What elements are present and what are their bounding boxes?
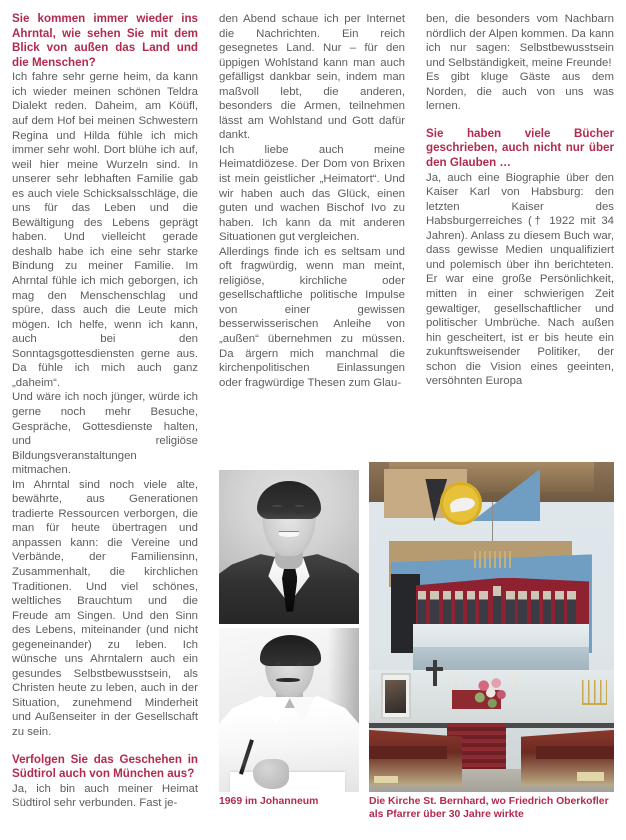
portrait2-eye-left xyxy=(274,662,281,666)
interview-answer: Ja, ich bin auch meiner Heimat Südtirol sehr verbunden. Fast je- xyxy=(12,782,198,810)
church-processional-cross-arm xyxy=(426,667,443,672)
church-candle xyxy=(518,673,520,686)
portrait-smiling-mouth xyxy=(279,532,299,537)
church-apostle-figure xyxy=(506,591,514,624)
interview-answer: den Abend schaue ich per Internet die Nachrichten. Ein reich gesegnetes Land. Nur – für den üppigen Wohlstand kann man auch gefälligst dankbar sein, indem man maßvoll lebt, die anderen, besonders die Armen, teilnehmen lässt am Wohlstand und Gott dafür dankt. xyxy=(219,13,405,142)
interview-answer: Allerdings finde ich es seltsam und oft fragwürdig, wenn man meint, religiöse, kirchliche oder gesellschaftliche politische Impulse von einer gewissen besserwisserischen Anleihe von „außen“ übernehmen zu müssen. Da ärgern mich manchmal die kirchenpolitischen Einlassungen oder fragwürdige Thesen zum Glau- xyxy=(219,245,405,389)
church-apostle-figure xyxy=(430,591,438,624)
caption-church: Die Kirche St. Bernhard, wo Friedrich Oberkofler als Pfarrer über 30 Jahre wirkte xyxy=(369,796,609,820)
church-apostle-figure xyxy=(443,591,451,624)
church-apostle-figure xyxy=(531,591,539,624)
portrait-eye-right xyxy=(296,510,303,514)
church-hymnal-left xyxy=(374,776,399,784)
church-chandelier xyxy=(474,551,513,568)
interview-answer: ben, die besonders vom Nachbarn nördlich der Alpen kommen. Da kann ich nur sagen: Selbstbewusstsein und Selbständigkeit, meine Freunde! xyxy=(426,13,614,69)
interview-answer: Es gibt kluge Gäste aus dem Norden, die auch von uns was lernen. xyxy=(426,71,614,113)
church-apostle-figure xyxy=(467,591,475,624)
interview-question: Verfolgen Sie das Geschehen in Südtirol auch von München aus? xyxy=(12,752,198,781)
church-christ-figure xyxy=(493,586,501,626)
church-apostle-figure xyxy=(455,591,463,624)
church-hymnal-right xyxy=(577,772,604,781)
church-candle xyxy=(452,673,454,686)
church-apostle-figure xyxy=(479,591,487,624)
portrait-man-writing-image xyxy=(219,628,359,792)
church-apostle-figure xyxy=(518,591,526,624)
interview-question: Sie haben viele Bücher geschrieben, auch nicht nur über den Glauben … xyxy=(426,126,614,170)
interview-question: Sie kommen immer wieder ins Ahrntal, wie sehen Sie mit dem Blick von außen das Land und die Menschen? xyxy=(12,12,198,69)
interview-answer: Und wäre ich noch jünger, würde ich gerne noch mehr Besuche, Gespräche, Gottesdienste halten, und religiöse Bildungsveranstaltungen mitmachen. xyxy=(12,391,198,477)
text-column-1 xyxy=(12,12,198,811)
portrait2-hand xyxy=(253,759,289,789)
church-madonna-icon xyxy=(385,680,406,713)
church-interior-image xyxy=(369,462,614,792)
church-pew-right-back xyxy=(536,746,614,759)
portrait2-eye-right xyxy=(296,662,303,666)
church-apostle-figure xyxy=(418,591,426,624)
church-processional-cross-shaft xyxy=(433,660,437,686)
portrait-eye-left xyxy=(274,510,281,514)
church-apostle-figure xyxy=(543,591,551,624)
interview-answer: Ich liebe auch meine Heimatdiözese. Der Dom von Brixen ist mein geistlicher „Heimatort“. Und wir haben auch das Glück, einen guten und wachen Bischof Ivo zu haben. Ich kann da mit anderen Situationen gut vergleichen. xyxy=(219,143,405,244)
interview-answer: Ja, auch eine Biographie über den Kaiser Karl von Habsburg: den letzten Kaiser des Habsburgerreiches († 1922 mit 34 Jahren). Anlass zu diesem Buch war, dass gewisse Medien unqualifiziert und polemisch über ihn berichteten. Er war eine große Persönlichkeit, mitten in einer schwierigen Zeit gewaltiger, gesellschaftlicher und politischer Umbrüche. Nach außen hin gescheitert, ist er bis heute ein zukunftsweisender Politiker, der schon die Vision eines geeinten, versöhnten Europa xyxy=(426,171,614,388)
church-pew-left-back xyxy=(369,746,447,759)
church-seven-branch-candelabrum xyxy=(582,680,607,705)
portrait-young-man-suit-image xyxy=(219,470,359,624)
church-apostle-figure xyxy=(555,591,563,624)
interview-answer: Ich fahre sehr gerne heim, da kann ich wieder meinen schönen Teldra Dialekt reden. Daheim, am Köüfl, auf dem Hof bei meinen Schwestern Regina und Hilda fühle ich mich immer sehr wohl. Dort blühe ich auf, weil hier meine Wurzeln sind. In unserer sehr lebhaften Familie gab es auch viele Schicksalsschläge, die uns für das Leben und die Bewältigung des Lebens geprägt haben. Und vielleicht gerade deshalb habe ich eine sehr starke Bindung zu meiner Familie. Im Ahrntal fühle ich mich geborgen, ich mag den Menschenschlag und spüre, dass auch die Leute mich mögen. Ich helfe, wenn ich kann, auch bei den Sonntagsgottesdiensten gerne aus. Da fühle ich mich auch ganz „daheim“. xyxy=(12,71,198,389)
church-candle xyxy=(511,673,513,686)
text-column-2 xyxy=(219,12,405,390)
church-candle xyxy=(460,673,462,686)
caption-portrait: 1969 im Johanneum xyxy=(219,796,319,807)
church-flower-arrangement xyxy=(472,673,511,709)
interview-answer: Im Ahrntal sind noch viele alte, bewährte, aus Generationen tradierte Ressourcen verborgen, die man für heute übertragen und anpassen kann: die Vereine und Verbände, der Familiensinn, Zusammenhalt, die kirchlichen Traditionen. Und viel schönes, weltliches Brauchtum und die Freude am Singen. Und den Sinn des Lebens, miteinander (und nicht gegeneinander) zu leben. Ich wünsche uns Ahrntalern auch ein gesundes Selbstbewusstsein, als Christen heute zu leben, auch in der Situation, zunehmend Minderheit und Außenseiter in der Gesellschaft zu sein. xyxy=(12,478,198,738)
text-column-3 xyxy=(426,12,614,389)
church-apostle-figure xyxy=(567,591,575,624)
